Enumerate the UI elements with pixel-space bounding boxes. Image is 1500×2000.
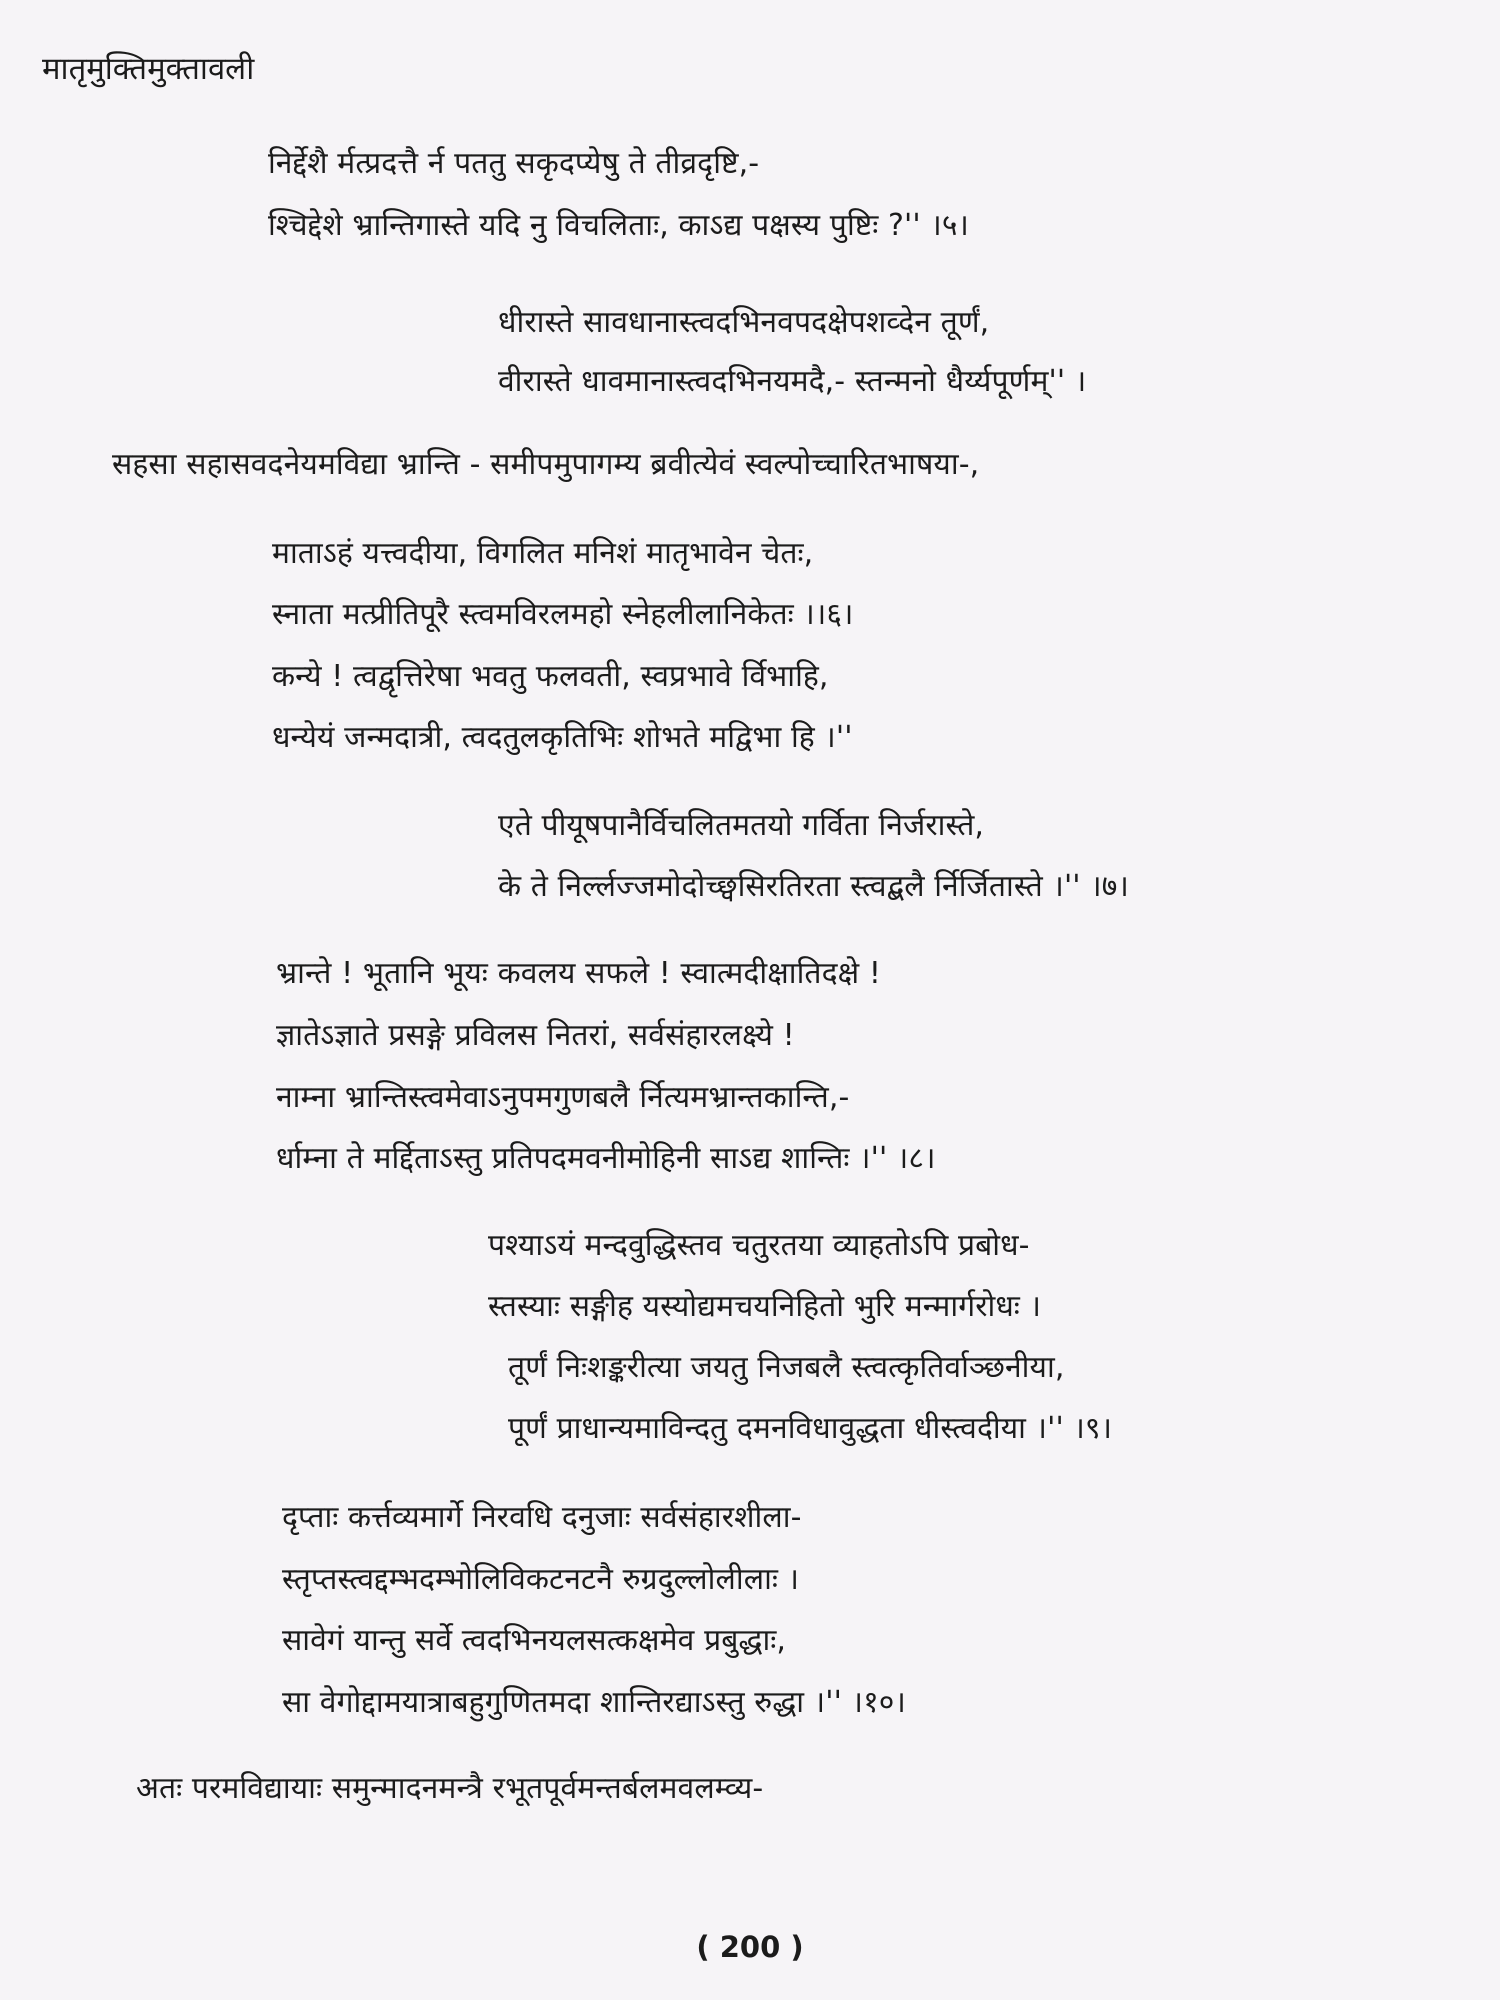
verse-line-13: नाम्ना भ्रान्तिस्त्वमेवाऽनुपमगुणबलै र्नित्यमभ्रान्तकान्ति,- [276, 1080, 850, 1115]
verse-line-20: स्तृप्तस्त्वद्दम्भदम्भोलिविकटनटनै रुग्रदुल्लोलीलाः । [282, 1562, 800, 1597]
verse-line-1: निर्द्देशै र्मत्प्रदत्तै र्न पततु सकृदप्येषु ते तीव्रदृष्टि,- [268, 146, 760, 181]
prose-line-1: सहसा सहासवदनेयमविद्या भ्रान्ति - समीपमुपागम्य ब्रवीत्येवं स्वल्पोच्चारितभाषया-, [112, 447, 980, 482]
verse-line-6: स्नाता मत्प्रीतिपूरै स्त्वमविरलमहो स्नेहलीलानिकेतः ।।६। [272, 597, 854, 632]
verse-line-10: के ते निर्ल्लज्जमोदोच्छ्वसिरतिरता स्त्वद्बलै र्निर्जितास्ते ।'' ।७। [498, 869, 1129, 904]
verse-line-19: दृप्ताः कर्त्तव्यमार्गे निरवधि दनुजाः सर्वसंहारशीला- [282, 1500, 802, 1535]
verse-line-11: भ्रान्ते ! भूतानि भूयः कवलय सफले ! स्वात्मदीक्षातिदक्षे ! [276, 956, 881, 991]
verse-line-9: एते पीयूषपानैर्विचलितमतयो गर्विता निर्जरास्ते, [498, 808, 985, 843]
verse-line-14: र्धाम्ना ते मर्द्दिताऽस्तु प्रतिपदमवनीमोहिनी साऽद्य शान्तिः ।'' ।८। [276, 1141, 936, 1176]
verse-line-7: कन्ये ! त्वद्वृत्तिरेषा भवतु फलवती, स्वप्रभावे र्विभाहि, [272, 659, 829, 694]
verse-line-4: वीरास्ते धावमानास्त्वदभिनयमदै,- स्तन्मनो धैर्य्यपूर्णम्'' । [498, 364, 1087, 399]
verse-line-22: सा वेगोद्दामयात्राबहुगुणितमदा शान्तिरद्याऽस्तु रुद्धा ।'' ।१०। [282, 1685, 906, 1720]
verse-line-16: स्तस्याः सङ्गीह यस्योद्यमचयनिहितो भुरि मन्मार्गरोधः । [488, 1289, 1042, 1324]
page-number: ( 200 ) [696, 1930, 804, 1964]
verse-line-12: ज्ञातेऽज्ञाते प्रसङ्गे प्रविलस नितरां, सर्वसंहारलक्ष्ये ! [276, 1018, 795, 1053]
verse-line-2: श्चिद्देशे भ्रान्तिगास्ते यदि नु विचलिताः, काऽद्य पक्षस्य पुष्टिः ?'' ।५। [268, 208, 970, 243]
prose-line-2: अतः परमविद्यायाः समुन्मादनमन्त्रै रभूतपूर्वमन्तर्बलमवलम्व्य- [136, 1771, 764, 1806]
verse-line-17: तूर्णं निःशङ्करीत्या जयतु निजबलै स्त्वत्कृतिर्वाञ्छनीया, [508, 1350, 1065, 1385]
verse-line-18: पूर्णं प्राधान्यमाविन्दतु दमनविधावुद्धता धीस्त्वदीया ।'' ।९। [508, 1411, 1113, 1446]
verse-line-3: धीरास्ते सावधानास्त्वदभिनवपदक्षेपशव्देन तूर्णं, [498, 305, 990, 340]
running-header-title: मातृमुक्तिमुक्तावली [42, 51, 255, 87]
verse-line-5: माताऽहं यत्त्वदीया, विगलित मनिशं मातृभावेन चेतः, [272, 536, 814, 571]
verse-line-21: सावेगं यान्तु सर्वे त्वदभिनयलसत्कक्षमेव प्रबुद्धाः, [282, 1623, 787, 1658]
verse-line-15: पश्याऽयं मन्दवुद्धिस्तव चतुरतया व्याहतोऽपि प्रबोध- [488, 1228, 1030, 1263]
verse-line-8: धन्येयं जन्मदात्री, त्वदतुलकृतिभिः शोभते मद्विभा हि ।'' [272, 720, 853, 755]
